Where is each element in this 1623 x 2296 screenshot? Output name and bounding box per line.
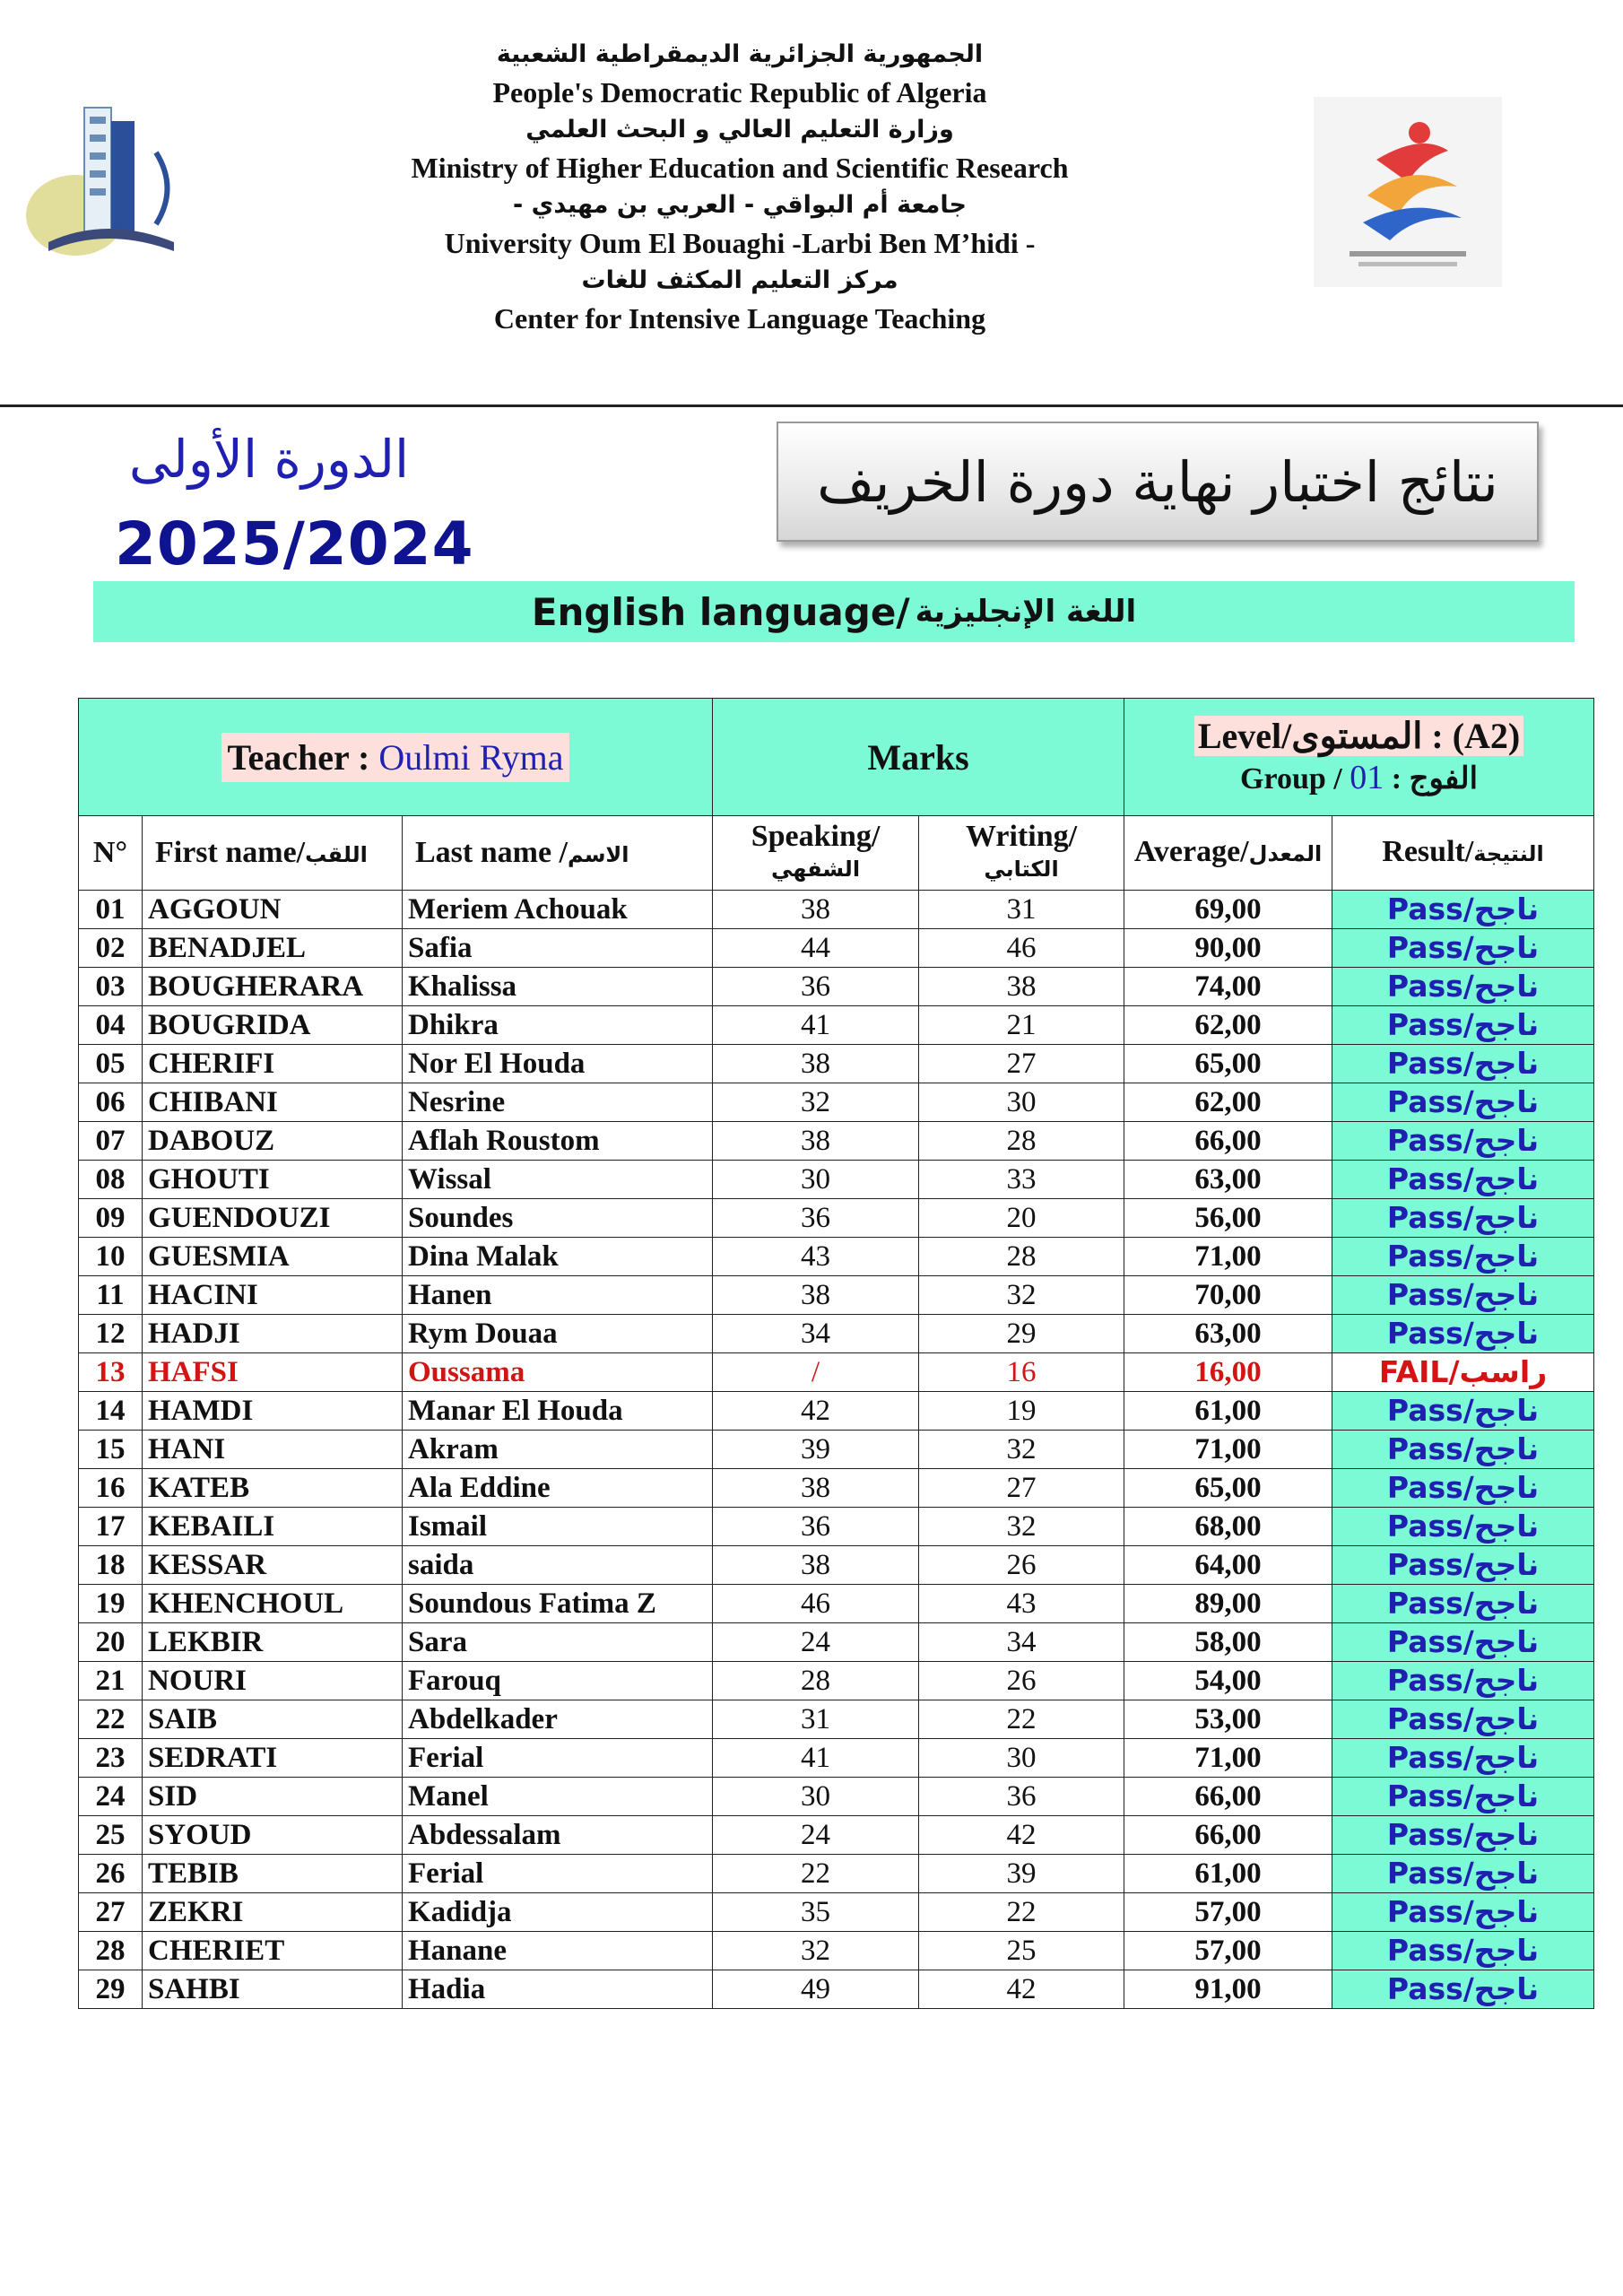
- row-number-cell: 02: [79, 929, 143, 968]
- first-name-cell: BOUGRIDA: [143, 1006, 403, 1045]
- writing-mark-cell: 22: [919, 1893, 1124, 1932]
- average-mark-cell: 90,00: [1124, 929, 1332, 968]
- average-mark-cell: 66,00: [1124, 1816, 1332, 1855]
- writing-mark-cell: 32: [919, 1431, 1124, 1469]
- col-header-first-name-ar: اللقب: [305, 842, 368, 867]
- last-name-cell: saida: [403, 1546, 713, 1585]
- average-mark-cell: 71,00: [1124, 1238, 1332, 1276]
- table-row: [79, 1662, 1594, 1700]
- average-mark-cell: 66,00: [1124, 1122, 1332, 1161]
- speaking-mark-cell: 38: [713, 1045, 919, 1083]
- col-header-average-ar: المعدل: [1248, 841, 1323, 866]
- row-number-cell: 16: [79, 1469, 143, 1508]
- first-name-cell: SAHBI: [143, 1970, 403, 2009]
- last-name-cell: Safia: [403, 929, 713, 968]
- first-name-cell: HADJI: [143, 1315, 403, 1353]
- speaking-mark-cell: 38: [713, 1546, 919, 1585]
- average-mark-cell: 71,00: [1124, 1739, 1332, 1778]
- row-number-cell: 24: [79, 1778, 143, 1816]
- average-mark-cell: 56,00: [1124, 1199, 1332, 1238]
- table-row: [79, 1585, 1594, 1623]
- result-cell: Pass/ناجح: [1332, 1816, 1594, 1855]
- last-name-cell: Farouq: [403, 1662, 713, 1700]
- row-number-cell: 12: [79, 1315, 143, 1353]
- first-name-cell: GHOUTI: [143, 1161, 403, 1199]
- average-mark-cell: 70,00: [1124, 1276, 1332, 1315]
- last-name-cell: Dhikra: [403, 1006, 713, 1045]
- col-header-first-name-en: First name/: [155, 836, 306, 869]
- speaking-mark-cell: 38: [713, 891, 919, 929]
- result-cell: Pass/ناجح: [1332, 1893, 1594, 1932]
- result-cell: Pass/ناجح: [1332, 1045, 1594, 1083]
- last-name-cell: Oussama: [403, 1353, 713, 1392]
- writing-mark-cell: 16: [919, 1353, 1124, 1392]
- language-en: English language/: [531, 589, 910, 634]
- table-row: [79, 1970, 1594, 2009]
- result-cell: Pass/ناجح: [1332, 1700, 1594, 1739]
- writing-mark-cell: 26: [919, 1546, 1124, 1585]
- average-mark-cell: 63,00: [1124, 1161, 1332, 1199]
- col-header-result-ar: النتيجة: [1473, 841, 1544, 866]
- writing-mark-cell: 32: [919, 1276, 1124, 1315]
- writing-mark-cell: 31: [919, 891, 1124, 929]
- language-center-logo: [1314, 97, 1502, 287]
- writing-mark-cell: 20: [919, 1199, 1124, 1238]
- first-name-cell: KHENCHOUL: [143, 1585, 403, 1623]
- col-header-last-name: [403, 816, 713, 891]
- writing-mark-cell: 21: [919, 1006, 1124, 1045]
- average-mark-cell: 65,00: [1124, 1045, 1332, 1083]
- col-header-average-en: Average/: [1133, 835, 1249, 868]
- result-cell: Pass/ناجح: [1332, 1970, 1594, 2009]
- speaking-mark-cell: 44: [713, 929, 919, 968]
- writing-mark-cell: 22: [919, 1700, 1124, 1739]
- header-line-center: Center for Intensive Language Teaching: [493, 302, 986, 335]
- writing-mark-cell: 27: [919, 1469, 1124, 1508]
- header-line-university: University Oum El Bouaghi -Larbi Ben M’hidi -: [444, 227, 1036, 259]
- average-mark-cell: 57,00: [1124, 1893, 1332, 1932]
- group-value: 01: [1350, 759, 1384, 796]
- last-name-cell: Nor El Houda: [403, 1045, 713, 1083]
- col-header-last-name-en: Last name /: [415, 836, 568, 869]
- average-mark-cell: 61,00: [1124, 1855, 1332, 1893]
- average-mark-cell: 57,00: [1124, 1932, 1332, 1970]
- row-number-cell: 19: [79, 1585, 143, 1623]
- row-number-cell: 18: [79, 1546, 143, 1585]
- marks-header: Marks: [713, 699, 1124, 816]
- speaking-mark-cell: 32: [713, 1932, 919, 1970]
- writing-mark-cell: 29: [919, 1315, 1124, 1353]
- writing-mark-cell: 27: [919, 1045, 1124, 1083]
- first-name-cell: SAIB: [143, 1700, 403, 1739]
- row-number-cell: 08: [79, 1161, 143, 1199]
- speaking-mark-cell: 36: [713, 968, 919, 1006]
- table-row: [79, 891, 1594, 929]
- first-name-cell: CHERIFI: [143, 1045, 403, 1083]
- row-number-cell: 29: [79, 1970, 143, 2009]
- table-row: [79, 1469, 1594, 1508]
- last-name-cell: Abdessalam: [403, 1816, 713, 1855]
- writing-mark-cell: 32: [919, 1508, 1124, 1546]
- speaking-mark-cell: 38: [713, 1276, 919, 1315]
- first-name-cell: LEKBIR: [143, 1623, 403, 1662]
- header-divider: [0, 404, 1623, 407]
- row-number-cell: 11: [79, 1276, 143, 1315]
- row-number-cell: 22: [79, 1700, 143, 1739]
- row-number-cell: 06: [79, 1083, 143, 1122]
- last-name-cell: Meriem Achouak: [403, 891, 713, 929]
- table-row: [79, 1006, 1594, 1045]
- header-line-ar-university: جامعة أم البواقي - العربي بن مهيدي -: [513, 191, 967, 219]
- session-year: 2025/2024: [115, 509, 474, 578]
- last-name-cell: Hanane: [403, 1932, 713, 1970]
- average-mark-cell: 69,00: [1124, 891, 1332, 929]
- language-band: [93, 581, 1575, 642]
- table-row: [79, 1700, 1594, 1739]
- col-header-first-name: [143, 816, 403, 891]
- result-cell: Pass/ناجح: [1332, 1161, 1594, 1199]
- speaking-mark-cell: /: [713, 1353, 919, 1392]
- last-name-cell: Wissal: [403, 1161, 713, 1199]
- col-header-last-name-ar: الاسم: [568, 842, 629, 867]
- speaking-mark-cell: 36: [713, 1508, 919, 1546]
- result-cell: Pass/ناجح: [1332, 1199, 1594, 1238]
- table-row: [79, 1083, 1594, 1122]
- table-row: [79, 1623, 1594, 1662]
- row-number-cell: 15: [79, 1431, 143, 1469]
- row-number-cell: 07: [79, 1122, 143, 1161]
- last-name-cell: Abdelkader: [403, 1700, 713, 1739]
- writing-mark-cell: 42: [919, 1816, 1124, 1855]
- writing-mark-cell: 26: [919, 1662, 1124, 1700]
- result-cell: Pass/ناجح: [1332, 1508, 1594, 1546]
- writing-mark-cell: 19: [919, 1392, 1124, 1431]
- writing-mark-cell: 33: [919, 1161, 1124, 1199]
- last-name-cell: Kadidja: [403, 1893, 713, 1932]
- table-row: [79, 1276, 1594, 1315]
- header-line-ar-republic: الجمهورية الجزائرية الديمقراطية الشعبية: [496, 40, 984, 68]
- teacher-cell: [79, 699, 713, 816]
- writing-mark-cell: 30: [919, 1739, 1124, 1778]
- writing-mark-cell: 34: [919, 1623, 1124, 1662]
- col-header-speaking-en: Speaking/: [751, 820, 881, 853]
- result-cell: Pass/ناجح: [1332, 1276, 1594, 1315]
- col-header-speaking: [713, 816, 919, 891]
- session-label: الدورة الأولى: [128, 429, 410, 490]
- result-cell: Pass/ناجح: [1332, 1585, 1594, 1623]
- table-row: [79, 1778, 1594, 1816]
- table-row: [79, 1199, 1594, 1238]
- last-name-cell: Manel: [403, 1778, 713, 1816]
- row-number-cell: 05: [79, 1045, 143, 1083]
- first-name-cell: CHIBANI: [143, 1083, 403, 1122]
- speaking-mark-cell: 24: [713, 1816, 919, 1855]
- first-name-cell: ZEKRI: [143, 1893, 403, 1932]
- speaking-mark-cell: 32: [713, 1083, 919, 1122]
- row-number-cell: 13: [79, 1353, 143, 1392]
- table-row: [79, 1353, 1594, 1392]
- average-mark-cell: 74,00: [1124, 968, 1332, 1006]
- results-title: نتائج اختبار نهاية دورة الخريف: [817, 448, 1498, 515]
- last-name-cell: Rym Douaa: [403, 1315, 713, 1353]
- first-name-cell: GUENDOUZI: [143, 1199, 403, 1238]
- first-name-cell: DABOUZ: [143, 1122, 403, 1161]
- writing-mark-cell: 25: [919, 1932, 1124, 1970]
- result-cell: Pass/ناجح: [1332, 1083, 1594, 1122]
- table-row: [79, 1238, 1594, 1276]
- speaking-mark-cell: 38: [713, 1469, 919, 1508]
- last-name-cell: Sara: [403, 1623, 713, 1662]
- col-header-result: [1332, 816, 1594, 891]
- table-row: [79, 1816, 1594, 1855]
- row-number-cell: 21: [79, 1662, 143, 1700]
- first-name-cell: SEDRATI: [143, 1739, 403, 1778]
- average-mark-cell: 62,00: [1124, 1083, 1332, 1122]
- group-label: Group / الفوج :: [1240, 762, 1479, 796]
- row-number-cell: 25: [79, 1816, 143, 1855]
- col-header-result-en: Result/: [1382, 835, 1474, 868]
- row-number-cell: 17: [79, 1508, 143, 1546]
- results-title-box: [777, 422, 1539, 542]
- last-name-cell: Ala Eddine: [403, 1469, 713, 1508]
- average-mark-cell: 54,00: [1124, 1662, 1332, 1700]
- result-cell: Pass/ناجح: [1332, 1778, 1594, 1816]
- result-cell: Pass/ناجح: [1332, 1739, 1594, 1778]
- speaking-mark-cell: 46: [713, 1585, 919, 1623]
- writing-mark-cell: 38: [919, 968, 1124, 1006]
- first-name-cell: HAFSI: [143, 1353, 403, 1392]
- last-name-cell: Ferial: [403, 1855, 713, 1893]
- table-row: [79, 1045, 1594, 1083]
- teacher-label: Teacher :: [227, 736, 379, 778]
- table-header-row: [79, 816, 1594, 891]
- last-name-cell: Dina Malak: [403, 1238, 713, 1276]
- average-mark-cell: 89,00: [1124, 1585, 1332, 1623]
- first-name-cell: HACINI: [143, 1276, 403, 1315]
- last-name-cell: Ferial: [403, 1739, 713, 1778]
- first-name-cell: GUESMIA: [143, 1238, 403, 1276]
- result-cell: Pass/ناجح: [1332, 1006, 1594, 1045]
- speaking-mark-cell: 43: [713, 1238, 919, 1276]
- last-name-cell: Khalissa: [403, 968, 713, 1006]
- row-number-cell: 14: [79, 1392, 143, 1431]
- teacher-name: Oulmi Ryma: [378, 736, 564, 778]
- speaking-mark-cell: 42: [713, 1392, 919, 1431]
- row-number-cell: 20: [79, 1623, 143, 1662]
- col-header-average: [1124, 816, 1332, 891]
- last-name-cell: Hadia: [403, 1970, 713, 2009]
- first-name-cell: SID: [143, 1778, 403, 1816]
- result-cell: Pass/ناجح: [1332, 1662, 1594, 1700]
- language-ar: اللغة الإنجليزية: [915, 594, 1137, 630]
- average-mark-cell: 71,00: [1124, 1431, 1332, 1469]
- average-mark-cell: 66,00: [1124, 1778, 1332, 1816]
- table-row: [79, 1508, 1594, 1546]
- header-line-ar-ministry: وزارة التعليم العالي و البحث العلمي: [525, 116, 954, 144]
- first-name-cell: SYOUD: [143, 1816, 403, 1855]
- table-row: [79, 1893, 1594, 1932]
- result-cell: Pass/ناجح: [1332, 968, 1594, 1006]
- last-name-cell: Soundes: [403, 1199, 713, 1238]
- speaking-mark-cell: 41: [713, 1739, 919, 1778]
- result-cell: Pass/ناجح: [1332, 1623, 1594, 1662]
- writing-mark-cell: 36: [919, 1778, 1124, 1816]
- result-cell: Pass/ناجح: [1332, 1855, 1594, 1893]
- first-name-cell: BENADJEL: [143, 929, 403, 968]
- table-row: [79, 1161, 1594, 1199]
- speaking-mark-cell: 41: [713, 1006, 919, 1045]
- row-number-cell: 28: [79, 1932, 143, 1970]
- speaking-mark-cell: 35: [713, 1893, 919, 1932]
- writing-mark-cell: 39: [919, 1855, 1124, 1893]
- first-name-cell: HANI: [143, 1431, 403, 1469]
- table-row: [79, 968, 1594, 1006]
- result-cell: Pass/ناجح: [1332, 891, 1594, 929]
- result-cell: Pass/ناجح: [1332, 1469, 1594, 1508]
- first-name-cell: TEBIB: [143, 1855, 403, 1893]
- table-info-row: [79, 699, 1594, 816]
- table-row: [79, 1122, 1594, 1161]
- header-line-ministry: Ministry of Higher Education and Scientific Research: [411, 152, 1069, 184]
- speaking-mark-cell: 30: [713, 1161, 919, 1199]
- first-name-cell: BOUGHERARA: [143, 968, 403, 1006]
- result-cell: Pass/ناجح: [1332, 1546, 1594, 1585]
- result-cell: Pass/ناجح: [1332, 1431, 1594, 1469]
- average-mark-cell: 62,00: [1124, 1006, 1332, 1045]
- col-header-writing-en: Writing/: [966, 820, 1078, 853]
- institution-header: [0, 36, 1480, 337]
- level-label: Level/المستوى : (A2): [1194, 716, 1523, 756]
- writing-mark-cell: 28: [919, 1122, 1124, 1161]
- speaking-mark-cell: 34: [713, 1315, 919, 1353]
- table-row: [79, 1546, 1594, 1585]
- result-cell: Pass/ناجح: [1332, 1238, 1594, 1276]
- writing-mark-cell: 43: [919, 1585, 1124, 1623]
- average-mark-cell: 64,00: [1124, 1546, 1332, 1585]
- result-cell: Pass/ناجح: [1332, 929, 1594, 968]
- result-cell: Pass/ناجح: [1332, 1315, 1594, 1353]
- speaking-mark-cell: 49: [713, 1970, 919, 2009]
- col-header-num: N°: [79, 816, 143, 891]
- table-row: [79, 1739, 1594, 1778]
- last-name-cell: Ismail: [403, 1508, 713, 1546]
- writing-mark-cell: 28: [919, 1238, 1124, 1276]
- writing-mark-cell: 46: [919, 929, 1124, 968]
- first-name-cell: AGGOUN: [143, 891, 403, 929]
- row-number-cell: 04: [79, 1006, 143, 1045]
- row-number-cell: 27: [79, 1893, 143, 1932]
- speaking-mark-cell: 22: [713, 1855, 919, 1893]
- last-name-cell: Manar El Houda: [403, 1392, 713, 1431]
- speaking-mark-cell: 30: [713, 1778, 919, 1816]
- speaking-mark-cell: 36: [713, 1199, 919, 1238]
- last-name-cell: Nesrine: [403, 1083, 713, 1122]
- last-name-cell: Soundous Fatima Z: [403, 1585, 713, 1623]
- last-name-cell: Akram: [403, 1431, 713, 1469]
- speaking-mark-cell: 24: [713, 1623, 919, 1662]
- last-name-cell: Aflah Roustom: [403, 1122, 713, 1161]
- level-group-cell: [1124, 699, 1594, 816]
- speaking-mark-cell: 39: [713, 1431, 919, 1469]
- first-name-cell: CHERIET: [143, 1932, 403, 1970]
- row-number-cell: 03: [79, 968, 143, 1006]
- result-cell: FAIL/راسب: [1332, 1353, 1594, 1392]
- row-number-cell: 26: [79, 1855, 143, 1893]
- col-header-speaking-ar: الشفهي: [770, 857, 861, 882]
- row-number-cell: 23: [79, 1739, 143, 1778]
- row-number-cell: 09: [79, 1199, 143, 1238]
- table-row: [79, 1431, 1594, 1469]
- result-cell: Pass/ناجح: [1332, 1932, 1594, 1970]
- first-name-cell: KEBAILI: [143, 1508, 403, 1546]
- speaking-mark-cell: 38: [713, 1122, 919, 1161]
- first-name-cell: HAMDI: [143, 1392, 403, 1431]
- speaking-mark-cell: 28: [713, 1662, 919, 1700]
- writing-mark-cell: 42: [919, 1970, 1124, 2009]
- average-mark-cell: 63,00: [1124, 1315, 1332, 1353]
- first-name-cell: NOURI: [143, 1662, 403, 1700]
- row-number-cell: 01: [79, 891, 143, 929]
- table-row: [79, 1855, 1594, 1893]
- average-mark-cell: 53,00: [1124, 1700, 1332, 1739]
- first-name-cell: KESSAR: [143, 1546, 403, 1585]
- table-row: [79, 1392, 1594, 1431]
- col-header-writing-ar: الكتابي: [984, 857, 1059, 882]
- results-table: [78, 698, 1594, 2009]
- col-header-writing: [919, 816, 1124, 891]
- writing-mark-cell: 30: [919, 1083, 1124, 1122]
- last-name-cell: Hanen: [403, 1276, 713, 1315]
- header-line-ar-center: مركز التعليم المكثف للغات: [581, 266, 898, 294]
- speaking-mark-cell: 31: [713, 1700, 919, 1739]
- result-cell: Pass/ناجح: [1332, 1122, 1594, 1161]
- average-mark-cell: 68,00: [1124, 1508, 1332, 1546]
- average-mark-cell: 91,00: [1124, 1970, 1332, 2009]
- result-cell: Pass/ناجح: [1332, 1392, 1594, 1431]
- header-line-republic: People's Democratic Republic of Algeria: [492, 76, 987, 109]
- average-mark-cell: 58,00: [1124, 1623, 1332, 1662]
- average-mark-cell: 65,00: [1124, 1469, 1332, 1508]
- row-number-cell: 10: [79, 1238, 143, 1276]
- average-mark-cell: 16,00: [1124, 1353, 1332, 1392]
- table-row: [79, 1932, 1594, 1970]
- average-mark-cell: 61,00: [1124, 1392, 1332, 1431]
- table-row: [79, 929, 1594, 968]
- table-row: [79, 1315, 1594, 1353]
- first-name-cell: KATEB: [143, 1469, 403, 1508]
